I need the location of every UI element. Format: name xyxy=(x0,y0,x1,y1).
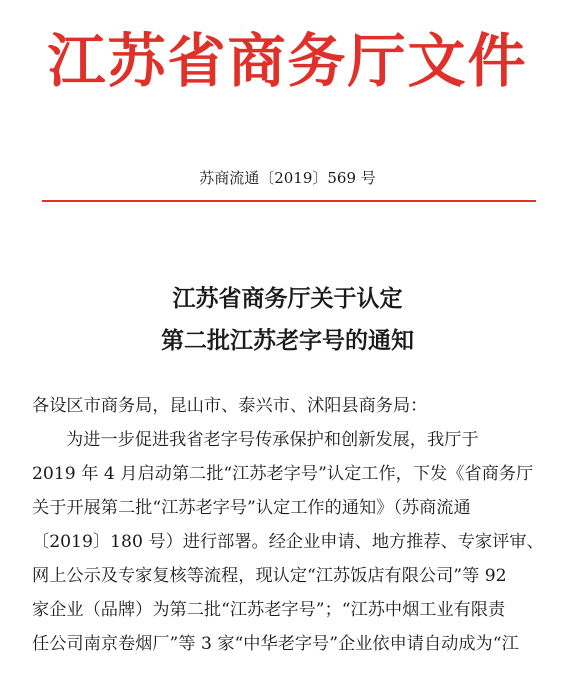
document-number: 苏商流通〔2019〕569 号 xyxy=(199,169,376,187)
body-line-7: 任公司南京卷烟厂”等 3 家“中华老字号”企业依申请自动成为“江 xyxy=(32,634,519,654)
salutation: 各设区市商务局，昆山市、泰兴市、沭阳县商务局： xyxy=(32,396,428,416)
notice-title-line-1: 江苏省商务厅关于认定 xyxy=(172,285,403,312)
document-header-title: 江苏省商务厅文件 xyxy=(47,27,528,95)
body-line-6: 家企业（品牌）为第二批“江苏老字号”；“江苏中烟工业有限责 xyxy=(32,600,506,620)
body-line-1: 为进一步促进我省老字号传承保护和创新发展，我厅于 xyxy=(66,430,479,450)
body-line-5: 网上公示及专家复核等流程，现认定“江苏饭店有限公司”等 92 xyxy=(32,566,507,586)
notice-title-line-2: 第二批江苏老字号的通知 xyxy=(161,327,414,354)
body-line-3: 关于开展第二批“江苏老字号”认定工作的通知》（苏商流通 xyxy=(32,498,471,518)
body-line-2: 2019 年 4 月启动第二批“江苏老字号”认定工作，下发《省商务厅 xyxy=(32,464,534,484)
red-divider-line xyxy=(42,200,536,202)
body-line-4: 〔2019〕180 号）进行部署。经企业申请、地方推荐、专家评审、 xyxy=(32,532,544,552)
